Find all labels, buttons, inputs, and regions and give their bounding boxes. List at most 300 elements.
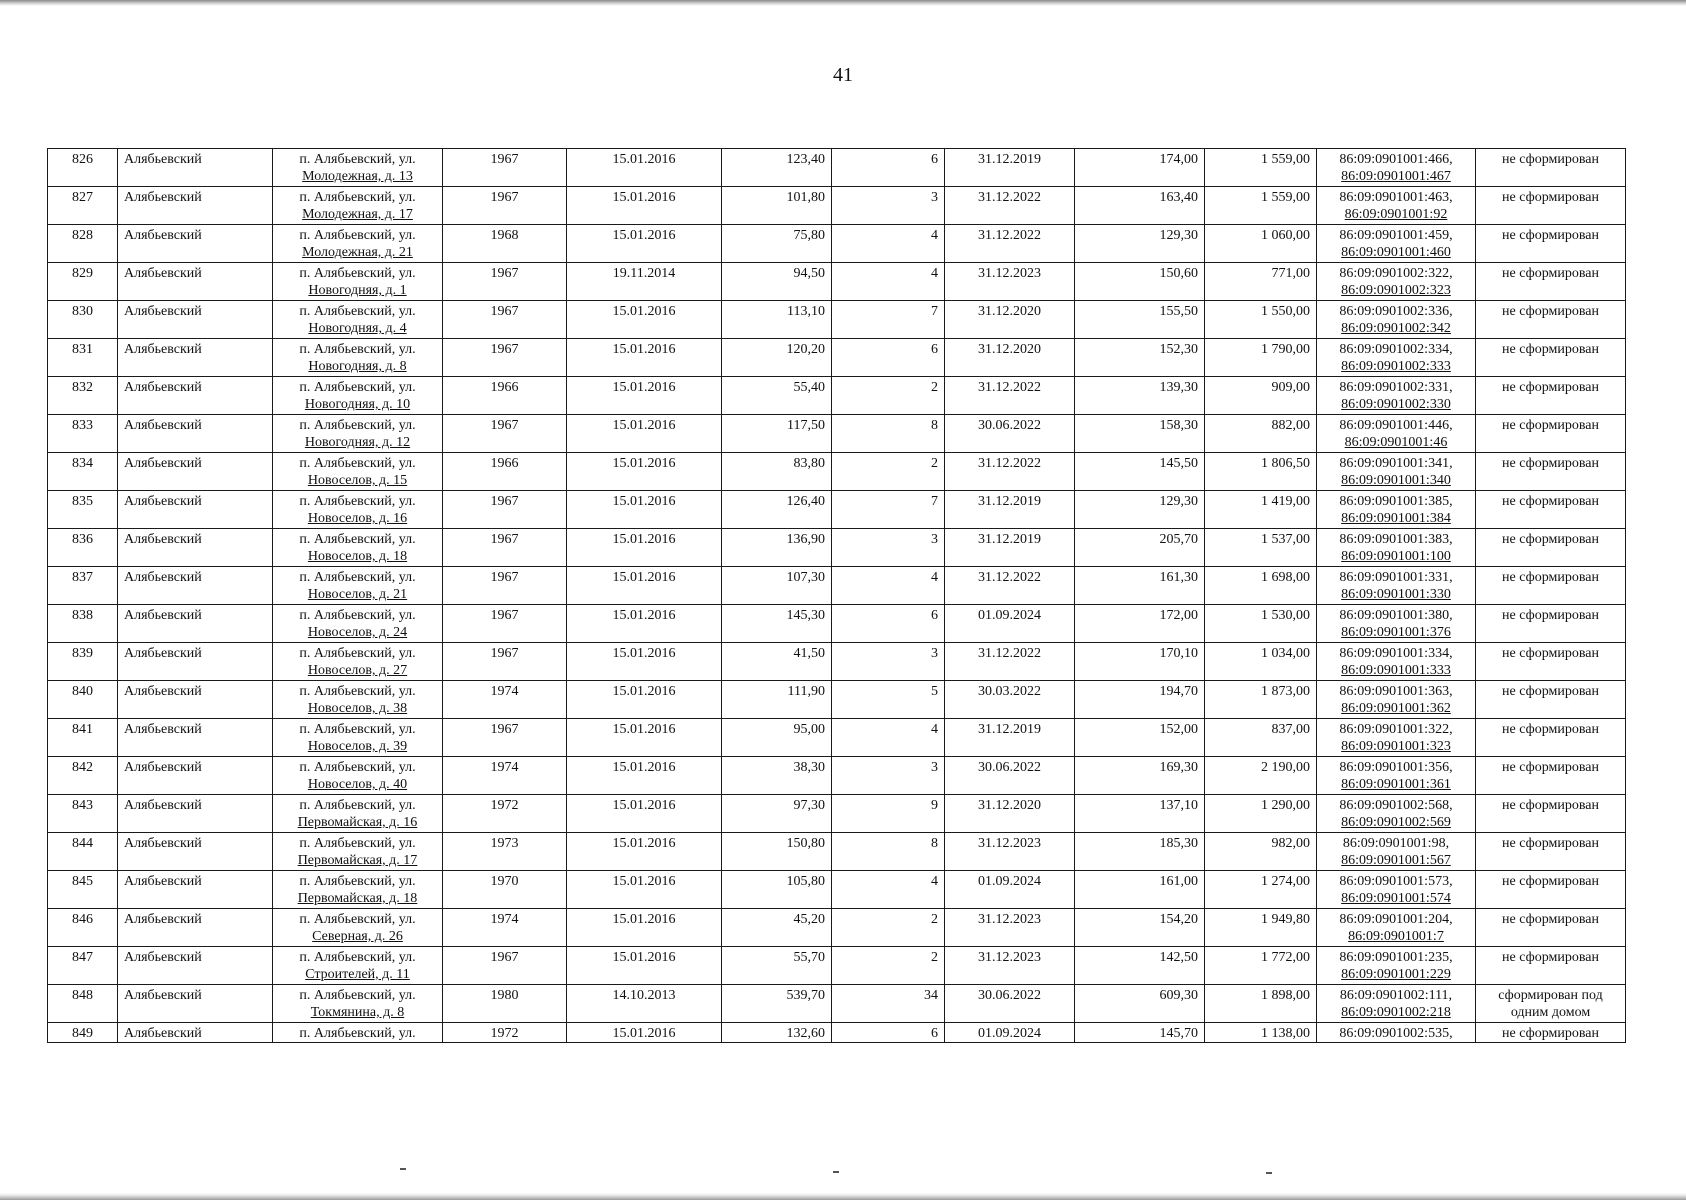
land-area-cell <box>1205 567 1317 605</box>
row-number-cell <box>48 529 118 567</box>
table-row <box>48 947 1626 985</box>
residents-cell <box>832 605 945 643</box>
cadastral-number-cell <box>1317 909 1476 947</box>
row-number-cell <box>48 833 118 871</box>
residents-cell <box>832 719 945 757</box>
land-area-cell <box>1205 225 1317 263</box>
year-cell <box>443 301 567 339</box>
cell-text: не сформирован <box>1502 1026 1599 1041</box>
table-row <box>48 1023 1626 1043</box>
recognition-date-cell <box>567 947 722 985</box>
cadastral-number-cell <box>1317 453 1476 491</box>
cell-text: 826 <box>72 152 93 167</box>
total-area-cell <box>1075 149 1205 187</box>
cell-text: Алябьевский <box>124 532 202 547</box>
cell-text: 837 <box>72 570 93 585</box>
residents-cell <box>832 491 945 529</box>
cell-text: 15.01.2016 <box>612 912 676 927</box>
cell-text: 1967 <box>490 304 519 319</box>
living-area-cell <box>722 339 832 377</box>
cell-text: 1 559,00 <box>1261 152 1310 167</box>
cell-text: 86:09:0901001:334, <box>1339 646 1453 661</box>
row-number-cell <box>48 263 118 301</box>
cell-text: 86:09:0901001:340 <box>1341 473 1451 488</box>
cell-text: Токмянина, д. 8 <box>310 1005 405 1020</box>
residents-cell <box>832 567 945 605</box>
cell-text: 1967 <box>490 722 519 737</box>
cell-text: не сформирован <box>1502 608 1599 623</box>
cell-text: п. Алябьевский, ул. <box>299 684 416 699</box>
cell-text: 113,10 <box>787 304 825 319</box>
row-number-cell <box>48 339 118 377</box>
residents-cell <box>832 1023 945 1043</box>
cell-text: 15.01.2016 <box>612 1026 676 1041</box>
cell-text: не сформирован <box>1502 950 1599 965</box>
residents-cell <box>832 339 945 377</box>
cell-text: 1 949,80 <box>1261 912 1310 927</box>
recognition-date-cell <box>567 833 722 871</box>
cell-text: 94,50 <box>793 266 825 281</box>
district-cell <box>118 491 273 529</box>
resettlement-deadline-cell <box>945 605 1075 643</box>
cell-text: 31.12.2020 <box>978 304 1041 319</box>
cell-text: Новоселов, д. 21 <box>307 587 408 602</box>
recognition-date-cell <box>567 567 722 605</box>
address-cell <box>273 871 443 909</box>
cell-text: 154,20 <box>1159 912 1198 927</box>
year-cell <box>443 415 567 453</box>
cell-text: 609,30 <box>1159 988 1198 1003</box>
address-cell <box>273 757 443 795</box>
cell-text: Северная, д. 26 <box>312 929 403 944</box>
cell-text: 4 <box>931 874 938 889</box>
cell-text: 2 <box>931 912 938 927</box>
cell-text: 1966 <box>490 456 519 471</box>
cell-text: 31.12.2022 <box>978 456 1041 471</box>
living-area-cell <box>722 377 832 415</box>
cell-text: Новогодняя, д. 10 <box>304 397 411 412</box>
address-cell <box>273 719 443 757</box>
scan-mark <box>1266 1172 1272 1174</box>
cell-text: Алябьевский <box>124 342 202 357</box>
cell-text: 137,10 <box>1159 798 1198 813</box>
cell-text: Новогодняя, д. 4 <box>308 321 407 336</box>
cell-text: п. Алябьевский, ул. <box>299 874 416 889</box>
cell-text: Алябьевский <box>124 304 202 319</box>
cell-text: 1967 <box>490 266 519 281</box>
cell-text: 6 <box>931 608 938 623</box>
table-row <box>48 567 1626 605</box>
residents-cell <box>832 947 945 985</box>
cell-text: 136,90 <box>786 532 825 547</box>
cell-text: 882,00 <box>1271 418 1310 433</box>
cell-text: 832 <box>72 380 93 395</box>
cadastral-number-cell <box>1317 985 1476 1023</box>
cell-text: 86:09:0901002:111, <box>1339 988 1453 1003</box>
cell-text: 86:09:0901001:463, <box>1339 190 1453 205</box>
cell-text: 31.12.2023 <box>978 836 1041 851</box>
recognition-date-cell <box>567 263 722 301</box>
land-status-cell <box>1476 529 1626 567</box>
total-area-cell <box>1075 339 1205 377</box>
cell-text: 86:09:0901001:331, <box>1339 570 1453 585</box>
cell-text: Алябьевский <box>124 760 202 775</box>
cell-text: не сформирован <box>1502 228 1599 243</box>
cadastral-number-cell <box>1317 643 1476 681</box>
cell-text: 145,30 <box>786 608 825 623</box>
total-area-cell <box>1075 795 1205 833</box>
land-area-cell <box>1205 681 1317 719</box>
living-area-cell <box>722 491 832 529</box>
cell-text: 1967 <box>490 418 519 433</box>
cell-text: 126,40 <box>786 494 825 509</box>
cell-text: 1967 <box>490 532 519 547</box>
cadastral-number-cell <box>1317 833 1476 871</box>
year-cell <box>443 567 567 605</box>
land-area-cell <box>1205 529 1317 567</box>
cell-text: 15.01.2016 <box>612 570 676 585</box>
total-area-cell <box>1075 681 1205 719</box>
land-status-cell <box>1476 909 1626 947</box>
cell-text: 86:09:0901001:333 <box>1341 663 1451 678</box>
resettlement-deadline-cell <box>945 415 1075 453</box>
resettlement-deadline-cell <box>945 909 1075 947</box>
cell-text: 3 <box>931 760 938 775</box>
district-cell <box>118 681 273 719</box>
recognition-date-cell <box>567 795 722 833</box>
cell-text: Молодежная, д. 21 <box>302 245 413 260</box>
cell-text: 15.01.2016 <box>612 152 676 167</box>
cadastral-number-cell <box>1317 339 1476 377</box>
cadastral-number-cell <box>1317 947 1476 985</box>
total-area-cell <box>1075 529 1205 567</box>
cell-text: 31.12.2022 <box>978 190 1041 205</box>
year-cell <box>443 377 567 415</box>
cell-text: 86:09:0901001:467 <box>1341 169 1451 184</box>
address-cell <box>273 833 443 871</box>
cell-text: 5 <box>931 684 938 699</box>
cell-text: не сформирован <box>1502 152 1599 167</box>
cell-text: не сформирован <box>1502 418 1599 433</box>
cell-text: 86:09:0901002:331, <box>1339 380 1453 395</box>
cell-text: 31.12.2023 <box>978 266 1041 281</box>
year-cell <box>443 1023 567 1043</box>
cell-text: 833 <box>72 418 93 433</box>
cell-text: 849 <box>72 1026 93 1041</box>
land-status-cell <box>1476 833 1626 871</box>
cell-text: не сформирован <box>1502 874 1599 889</box>
cell-text: п. Алябьевский, ул. <box>299 456 416 471</box>
cell-text: 86:09:0901002:342 <box>1341 321 1451 336</box>
cell-text: 194,70 <box>1159 684 1198 699</box>
cell-text: 1972 <box>490 798 519 813</box>
cell-text: 117,50 <box>787 418 825 433</box>
land-area-cell <box>1205 605 1317 643</box>
cell-text: не сформирован <box>1502 380 1599 395</box>
cell-text: Алябьевский <box>124 228 202 243</box>
residents-cell <box>832 377 945 415</box>
cell-text: 86:09:0901001:98, <box>1342 836 1450 851</box>
cell-text: 2 <box>931 456 938 471</box>
total-area-cell <box>1075 985 1205 1023</box>
cell-text: 841 <box>72 722 93 737</box>
cell-text: 14.10.2013 <box>612 988 676 1003</box>
resettlement-deadline-cell <box>945 377 1075 415</box>
living-area-cell <box>722 757 832 795</box>
district-cell <box>118 225 273 263</box>
cell-text: 86:09:0901002:568, <box>1339 798 1453 813</box>
cell-text: 15.01.2016 <box>612 190 676 205</box>
cell-text: 86:09:0901001:376 <box>1341 625 1451 640</box>
land-area-cell <box>1205 833 1317 871</box>
district-cell <box>118 757 273 795</box>
residents-cell <box>832 225 945 263</box>
recognition-date-cell <box>567 681 722 719</box>
cell-text: не сформирован <box>1502 304 1599 319</box>
address-cell <box>273 187 443 225</box>
total-area-cell <box>1075 947 1205 985</box>
district-cell <box>118 415 273 453</box>
recognition-date-cell <box>567 149 722 187</box>
resettlement-deadline-cell <box>945 187 1075 225</box>
address-cell <box>273 909 443 947</box>
cell-text: 15.01.2016 <box>612 646 676 661</box>
year-cell <box>443 833 567 871</box>
recognition-date-cell <box>567 415 722 453</box>
cell-text: 145,50 <box>1159 456 1198 471</box>
cell-text: 129,30 <box>1159 494 1198 509</box>
residents-cell <box>832 985 945 1023</box>
living-area-cell <box>722 225 832 263</box>
cell-text: Алябьевский <box>124 912 202 927</box>
cell-text: 1972 <box>490 1026 519 1041</box>
land-area-cell <box>1205 491 1317 529</box>
row-number-cell <box>48 149 118 187</box>
cell-text: не сформирован <box>1502 722 1599 737</box>
resettlement-deadline-cell <box>945 719 1075 757</box>
cell-text: 1967 <box>490 608 519 623</box>
address-cell <box>273 529 443 567</box>
residents-cell <box>832 263 945 301</box>
cell-text: Новогодняя, д. 12 <box>304 435 411 450</box>
cell-text: п. Алябьевский, ул. <box>299 608 416 623</box>
cadastral-number-cell <box>1317 681 1476 719</box>
residents-cell <box>832 681 945 719</box>
land-area-cell <box>1205 795 1317 833</box>
cell-text: 120,20 <box>786 342 825 357</box>
cell-text: 15.01.2016 <box>612 874 676 889</box>
table-row <box>48 225 1626 263</box>
land-status-cell <box>1476 149 1626 187</box>
cell-text: 1974 <box>490 760 519 775</box>
year-cell <box>443 795 567 833</box>
cell-text: 163,40 <box>1159 190 1198 205</box>
cell-text: 829 <box>72 266 93 281</box>
cell-text: п. Алябьевский, ул. <box>299 418 416 433</box>
land-status-cell <box>1476 301 1626 339</box>
district-cell <box>118 149 273 187</box>
row-number-cell <box>48 187 118 225</box>
table-row <box>48 605 1626 643</box>
resettlement-deadline-cell <box>945 833 1075 871</box>
land-status-cell <box>1476 567 1626 605</box>
cell-text: Алябьевский <box>124 836 202 851</box>
cell-text: п. Алябьевский, ул. <box>299 342 416 357</box>
cell-text: 31.12.2019 <box>978 494 1041 509</box>
resettlement-deadline-cell <box>945 985 1075 1023</box>
address-cell <box>273 1023 443 1043</box>
cell-text: 86:09:0901002:535, <box>1339 1026 1453 1041</box>
living-area-cell <box>722 453 832 491</box>
cell-text: 86:09:0901001:361 <box>1341 777 1451 792</box>
district-cell <box>118 985 273 1023</box>
cell-text: 31.12.2022 <box>978 380 1041 395</box>
cell-text: 86:09:0901001:323 <box>1341 739 1451 754</box>
scan-edge-top <box>0 0 1686 6</box>
cell-text: 1967 <box>490 570 519 585</box>
cell-text: Алябьевский <box>124 494 202 509</box>
table-row <box>48 871 1626 909</box>
cadastral-number-cell <box>1317 567 1476 605</box>
cell-text: 6 <box>931 1026 938 1041</box>
row-number-cell <box>48 909 118 947</box>
land-area-cell <box>1205 453 1317 491</box>
address-cell <box>273 567 443 605</box>
total-area-cell <box>1075 225 1205 263</box>
district-cell <box>118 605 273 643</box>
district-cell <box>118 187 273 225</box>
cell-text: не сформирован <box>1502 646 1599 661</box>
table-row <box>48 643 1626 681</box>
cell-text: 4 <box>931 266 938 281</box>
living-area-cell <box>722 947 832 985</box>
cell-text: 1 530,00 <box>1261 608 1310 623</box>
land-status-cell <box>1476 339 1626 377</box>
total-area-cell <box>1075 871 1205 909</box>
cell-text: 846 <box>72 912 93 927</box>
living-area-cell <box>722 833 832 871</box>
cell-text: 86:09:0901002:569 <box>1341 815 1451 830</box>
cell-text: 95,00 <box>793 722 825 737</box>
cell-text: 1967 <box>490 152 519 167</box>
cell-text: 86:09:0901002:334, <box>1339 342 1453 357</box>
cell-text: 86:09:0901001:100 <box>1341 549 1451 564</box>
cell-text: п. Алябьевский, ул. <box>299 950 416 965</box>
year-cell <box>443 681 567 719</box>
page-number: 41 <box>833 64 853 86</box>
cell-text: Алябьевский <box>124 190 202 205</box>
cell-text: 15.01.2016 <box>612 722 676 737</box>
cell-text: п. Алябьевский, ул. <box>299 1026 416 1041</box>
land-status-cell <box>1476 187 1626 225</box>
row-number-cell <box>48 453 118 491</box>
cell-text: п. Алябьевский, ул. <box>299 304 416 319</box>
cell-text: 30.06.2022 <box>978 418 1041 433</box>
cell-text: 34 <box>924 988 938 1003</box>
cell-text: 3 <box>931 646 938 661</box>
cell-text: не сформирован <box>1502 836 1599 851</box>
land-status-cell <box>1476 985 1626 1023</box>
total-area-cell <box>1075 567 1205 605</box>
land-area-cell <box>1205 643 1317 681</box>
cell-text: Алябьевский <box>124 1026 202 1041</box>
address-cell <box>273 225 443 263</box>
cell-text: 15.01.2016 <box>612 380 676 395</box>
year-cell <box>443 149 567 187</box>
cell-text: 2 <box>931 380 938 395</box>
cell-text: 01.09.2024 <box>978 608 1041 623</box>
residents-cell <box>832 187 945 225</box>
cell-text: 169,30 <box>1159 760 1198 775</box>
district-cell <box>118 301 273 339</box>
cell-text: 1970 <box>490 874 519 889</box>
living-area-cell <box>722 871 832 909</box>
cell-text: п. Алябьевский, ул. <box>299 494 416 509</box>
cell-text: 1 419,00 <box>1261 494 1310 509</box>
district-cell <box>118 643 273 681</box>
living-area-cell <box>722 681 832 719</box>
cell-text: 3 <box>931 190 938 205</box>
cell-text: 539,70 <box>786 988 825 1003</box>
cell-text: 55,40 <box>793 380 825 395</box>
cell-text: 15.01.2016 <box>612 836 676 851</box>
year-cell <box>443 643 567 681</box>
table-body <box>48 149 1626 1043</box>
housing-register-table <box>47 148 1626 1043</box>
recognition-date-cell <box>567 719 722 757</box>
year-cell <box>443 719 567 757</box>
cell-text: 170,10 <box>1159 646 1198 661</box>
recognition-date-cell <box>567 909 722 947</box>
year-cell <box>443 225 567 263</box>
cell-text: 15.01.2016 <box>612 456 676 471</box>
row-number-cell <box>48 681 118 719</box>
land-status-cell <box>1476 605 1626 643</box>
cadastral-number-cell <box>1317 301 1476 339</box>
cell-text: 123,40 <box>786 152 825 167</box>
land-area-cell <box>1205 339 1317 377</box>
living-area-cell <box>722 415 832 453</box>
address-cell <box>273 491 443 529</box>
cell-text: 836 <box>72 532 93 547</box>
cell-text: сформирован под одним домом <box>1498 988 1603 1020</box>
cell-text: 771,00 <box>1271 266 1310 281</box>
cell-text: 2 <box>931 950 938 965</box>
cell-text: Первомайская, д. 17 <box>297 853 418 868</box>
cell-text: Молодежная, д. 17 <box>302 207 413 222</box>
cell-text: 30.06.2022 <box>978 760 1041 775</box>
table-row <box>48 985 1626 1023</box>
table-row <box>48 377 1626 415</box>
cell-text: 15.01.2016 <box>612 342 676 357</box>
cell-text: 1 274,00 <box>1261 874 1310 889</box>
recognition-date-cell <box>567 757 722 795</box>
cell-text: 1 060,00 <box>1261 228 1310 243</box>
cell-text: 86:09:0901002:330 <box>1341 397 1451 412</box>
recognition-date-cell <box>567 491 722 529</box>
row-number-cell <box>48 985 118 1023</box>
resettlement-deadline-cell <box>945 491 1075 529</box>
cell-text: 1 698,00 <box>1261 570 1310 585</box>
cell-text: 4 <box>931 228 938 243</box>
cell-text: 86:09:0901002:218 <box>1341 1005 1451 1020</box>
cell-text: 31.12.2022 <box>978 570 1041 585</box>
cell-text: 1974 <box>490 912 519 927</box>
cell-text: 834 <box>72 456 93 471</box>
residents-cell <box>832 529 945 567</box>
cadastral-number-cell <box>1317 225 1476 263</box>
cell-text: Строителей, д. 11 <box>305 967 410 982</box>
